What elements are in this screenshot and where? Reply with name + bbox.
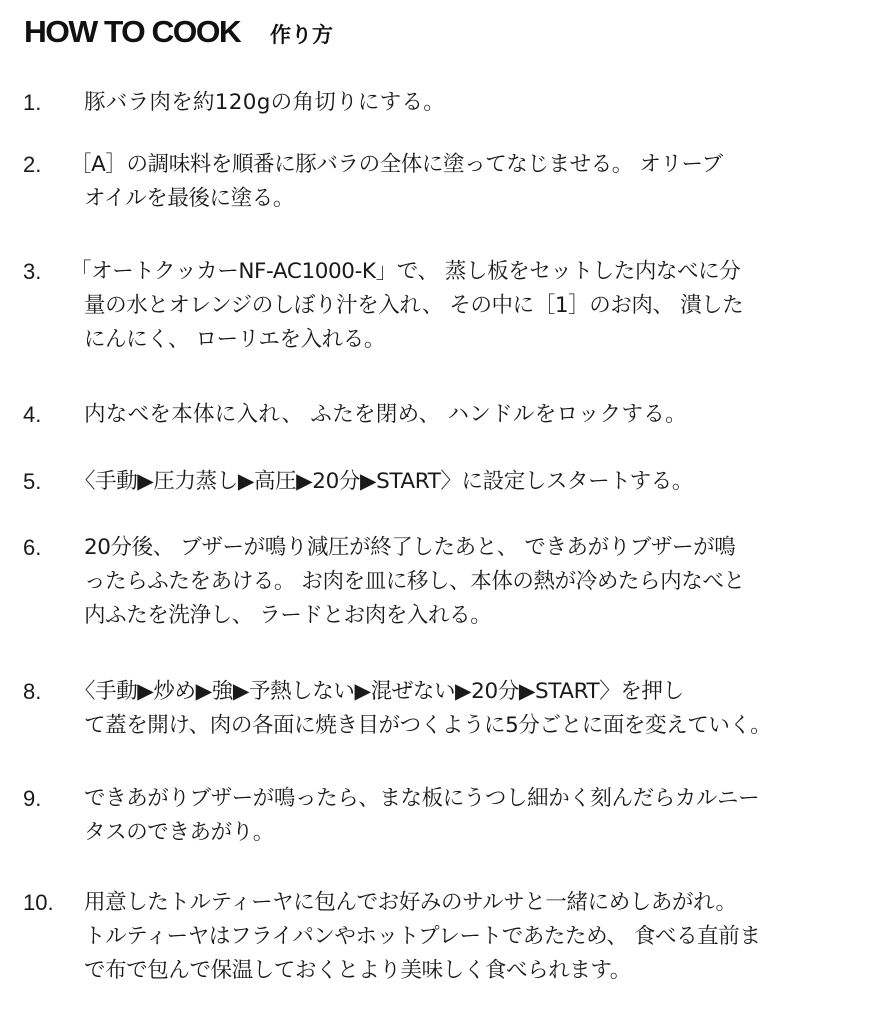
- step-text: [74, 465, 868, 499]
- title-japanese: 作り方: [269, 23, 333, 47]
- step-line: 内なべを本体に入れ、 ふたを閉め、 ハンドルをロックする。: [84, 402, 687, 427]
- step-text: [84, 86, 868, 120]
- recipe-step: [23, 531, 868, 633]
- recipe-step: [23, 782, 868, 850]
- step-line: 「オートクッカーNF-AC1000-K」で、 蒸し板をセットした内なべに分: [70, 259, 741, 284]
- step-number: 2.: [23, 152, 42, 177]
- step-line: タスのできあがり。: [84, 820, 274, 845]
- step-number: 4.: [23, 402, 42, 427]
- step-line: て蓋を開け、肉の各面に焼き目がつくように5分ごとに面を変えていく。: [84, 713, 772, 738]
- step-line: で布で包んで保温しておくとより美味しく食べられます。: [84, 958, 631, 983]
- step-number: 8.: [23, 679, 42, 704]
- step-line: ［A］の調味料を順番に豚バラの全体に塗ってなじませる。 オリーブ: [70, 152, 723, 177]
- step-line: にんにく、 ローリエを入れる。: [84, 327, 385, 352]
- step-line: オイルを最後に塗る。: [84, 186, 294, 211]
- step-text: [84, 886, 868, 988]
- title-english: HOW TO COOK: [24, 14, 241, 49]
- step-line: 用意したトルティーヤに包んでお好みのサルサと一緒にめしあがれ。: [84, 890, 737, 915]
- step-line: 豚バラ肉を約120gの角切りにする。: [84, 90, 446, 115]
- recipe-step: [23, 886, 868, 988]
- step-number: 3.: [23, 259, 42, 284]
- step-line: 〈手動▶炒め▶強▶予熱しない▶混ぜない▶20分▶START〉を押し: [74, 679, 684, 704]
- step-text: [84, 531, 868, 633]
- step-number: 6.: [23, 535, 42, 560]
- step-line: トルティーヤはフライパンやホットプレートであたため、 食べる直前ま: [84, 924, 761, 949]
- step-text: [70, 148, 868, 216]
- step-number: 9.: [23, 786, 42, 811]
- step-line: 〈手動▶圧力蒸し▶高圧▶20分▶START〉に設定しスタートする。: [74, 469, 693, 494]
- recipe-step: [23, 255, 868, 357]
- recipe-step: [23, 465, 868, 499]
- step-text: [74, 675, 868, 743]
- step-line: できあがりブザーが鳴ったら、まな板にうつし細かく刻んだらカルニー: [84, 786, 760, 811]
- recipe-step: [23, 86, 868, 120]
- step-line: 内ふたを洗浄し、 ラードとお肉を入れる。: [84, 603, 492, 628]
- step-text: [84, 782, 868, 850]
- step-text: [70, 255, 868, 357]
- recipe-step: [23, 675, 868, 743]
- step-line: ったらふたをあける。 お肉を皿に移し、本体の熱が冷めたら内なべと: [84, 569, 745, 594]
- recipe-step: [23, 148, 868, 216]
- step-number: 5.: [23, 469, 42, 494]
- step-text: [84, 398, 868, 432]
- step-number: 1.: [23, 90, 42, 115]
- step-number: 10.: [23, 890, 54, 915]
- step-line: 量の水とオレンジのしぼり汁を入れ、 その中に［1］のお肉、 潰した: [84, 293, 744, 318]
- recipe-step: [23, 398, 868, 432]
- step-line: 20分後、 ブザーが鳴り減圧が終了したあと、 できあがりブザーが鳴: [84, 535, 736, 560]
